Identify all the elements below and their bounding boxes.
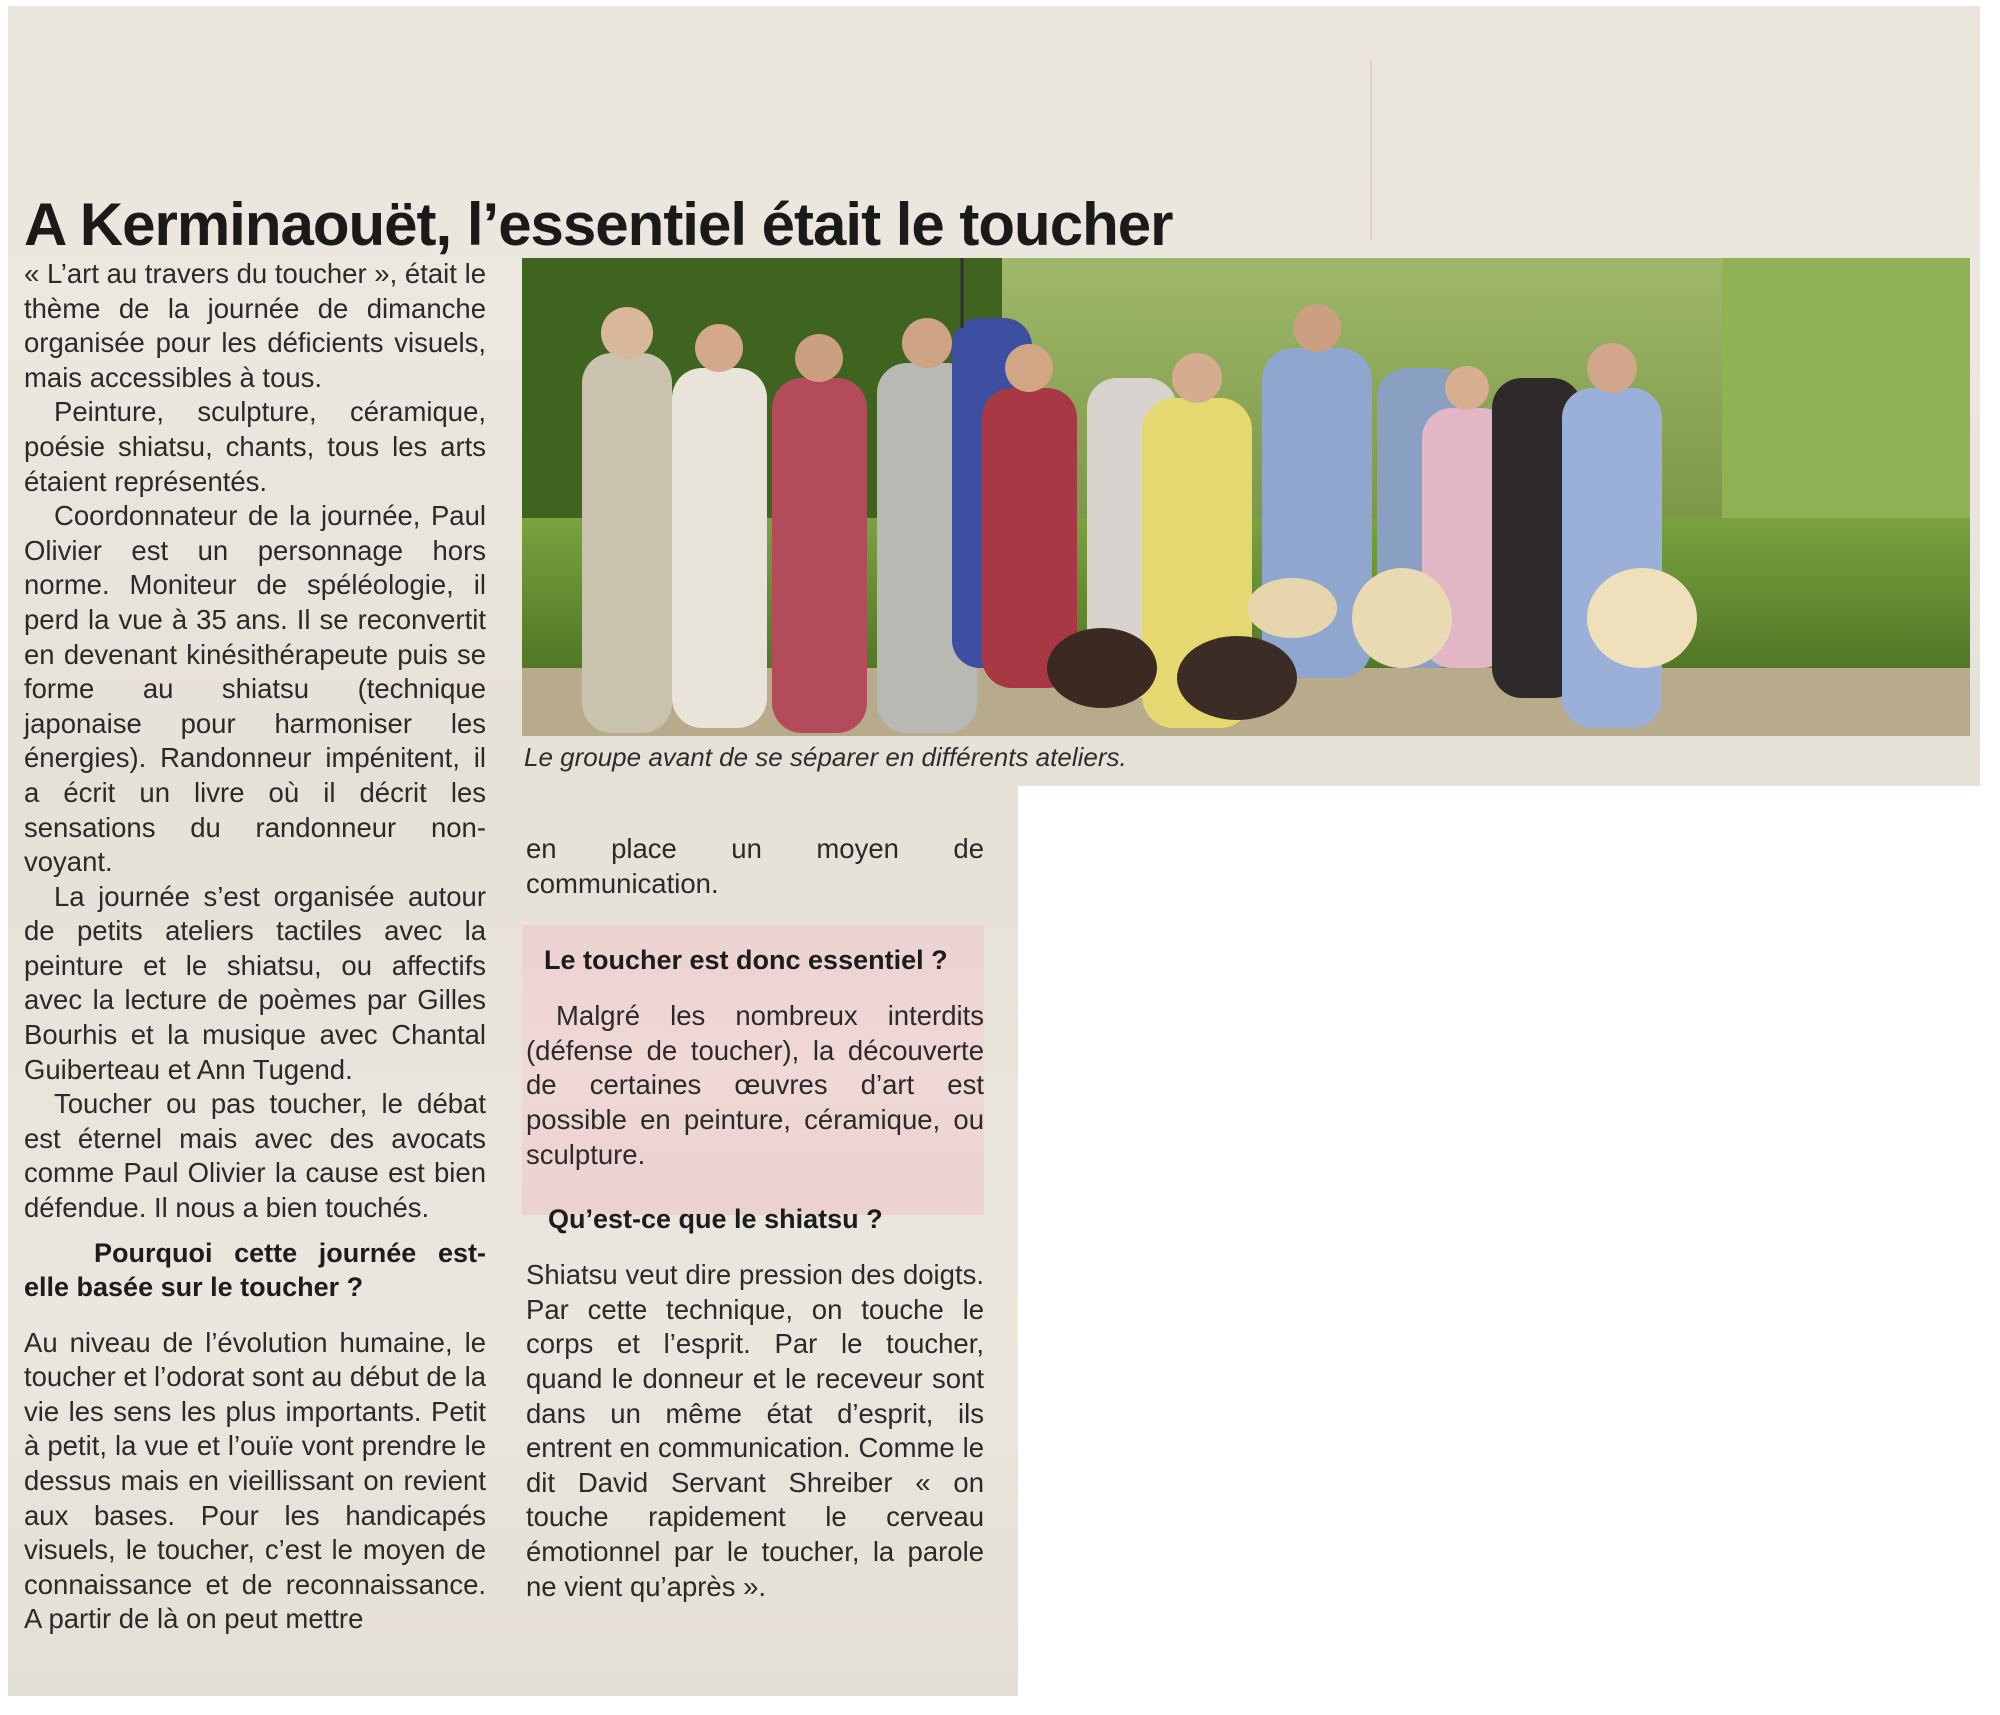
answer-paragraph-1: Au niveau de l’évolution humaine, le toucher et l’odorat sont au début de la vie les sens les plus importants. Petit à petit, la vue et l’ouïe vont prendre le dessus mais en vieillissant on revient aux bases. Pour les handicapés visuels, le toucher, c’est le moyen de connaissance et de reconnaissance. A partir de là on peut mettre — [24, 1326, 486, 1635]
question-heading-3: Qu’est-ce que le shiatsu ? — [548, 1204, 883, 1235]
body-paragraph: La journée s’est organisée autour de petits ateliers tactiles avec la peinture et le shiatsu, ou affectifs avec la lecture de poèmes par Gilles Bourhis et la musique avec Chantal Guiberteau et Ann Tugend. — [24, 880, 486, 1085]
question-heading-1: Pourquoi cette journée est-elle basée sur le toucher ? — [24, 1237, 486, 1302]
headline: A Kerminaouët, l’essentiel était le toucher — [24, 191, 1173, 259]
group-photo — [522, 258, 1970, 736]
question-heading-2: Le toucher est donc essentiel ? — [544, 945, 948, 976]
body-paragraph: Toucher ou pas toucher, le débat est éternel mais avec des avocats comme Paul Olivier la cause est bien défendue. Il nous a bien touchés. — [24, 1088, 486, 1224]
photo-caption: Le groupe avant de se séparer en différents ateliers. — [524, 742, 1127, 772]
article-column-2 — [526, 832, 984, 1604]
answer-paragraph-3: Shiatsu veut dire pression des doigts. Par cette technique, on touche le corps et l’esprit. Par le toucher, quand le donneur et le receveur sont dans un même état d’esprit, ils entrent en communication. Comme le dit David Servant Shreiber « on touche rapidement le cerveau émotionnel par le toucher, la parole ne vient qu’après ». — [526, 1259, 984, 1602]
continuation-paragraph: en place un moyen de communication. — [526, 833, 984, 899]
intro-paragraph: « L’art au travers du toucher », était le thème de la journée de dimanche organisée pour les déficients visuels, mais accessibles à tous. — [24, 258, 486, 393]
article-column-1 — [24, 257, 486, 1637]
group-photo-illustration — [522, 258, 1970, 736]
answer-paragraph-2: Malgré les nombreux interdits (défense de toucher), la découverte de certaines œuvres d’art est possible en peinture, céramique, ou sculpture. — [526, 1000, 984, 1170]
body-paragraph: Coordonnateur de la journée, Paul Olivier est un personnage hors norme. Moniteur de spéléologie, il perd la vue à 35 ans. Il se reconvertit en devenant kinésithérapeute puis se forme au shiatsu (technique japonaise pour harmoniser les énergies). Randonneur impénitent, il a écrit un livre où il décrit les sensations du randonneur non-voyant. — [24, 500, 486, 878]
bleed-through-rule — [1370, 60, 1372, 240]
body-paragraph: Peinture, sculpture, céramique, poésie shiatsu, chants, tous les arts étaient représentés. — [24, 396, 486, 497]
